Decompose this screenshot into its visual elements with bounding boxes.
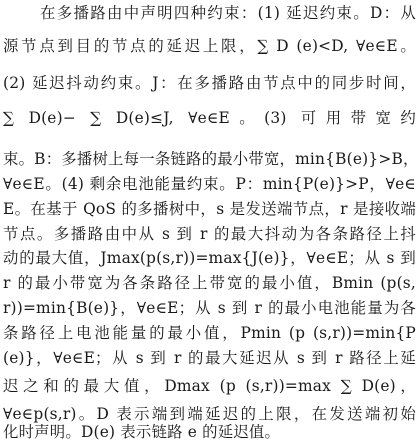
paragraph-line-5 — [3, 148, 419, 170]
paragraph-line-10 — [3, 272, 416, 294]
paragraph-line-12 — [3, 322, 416, 344]
line-6-text: ∀e∈E。(4) 剩余电池能量约束。P：min{P(e)}>P，∀e∈ — [3, 175, 416, 193]
paragraph-line-15 — [3, 403, 416, 425]
line-4-text: ∑ D(e)− ∑ D(e)≤J, ∀e∈E。(3) 可用带宽约 — [3, 109, 416, 127]
paragraph-line-4 — [3, 107, 416, 129]
line-14-text: 迟之和的最大值，Dmax (p (s,r))=max ∑ D(e)， — [3, 377, 416, 395]
line-11-text: r))=min{B(e)}，∀e∈E；从 s 到 r 的最小电池能量为各 — [3, 299, 416, 317]
line-1-text: 在多播路由中声明四种约束：(1) 延迟约束。D：从 — [40, 4, 416, 22]
line-3-text: (2) 延迟抖动约束。J：在多播路由节点中的同步时间， — [3, 74, 416, 92]
paragraph-line-11 — [3, 297, 416, 319]
line-15-text: ∀e∈p(s,r)。D 表示端到端延迟的上限，在发送端初始 — [3, 405, 416, 423]
line-2-text: 源节点到目的节点的延迟上限，∑ D (e)<D, ∀e∈E。 — [3, 37, 416, 55]
paragraph-line-8 — [3, 223, 416, 245]
line-12-text: 条路径上电池能量的最小值，Pmin (p (s,r))=min{P — [3, 324, 416, 342]
line-7-text: E。在基于 QoS 的多播树中，s 是发送端节点，r 是接收端 — [3, 200, 416, 218]
paragraph-line-6 — [3, 173, 416, 195]
paragraph-line-1 — [40, 2, 416, 24]
paragraph-line-13 — [3, 347, 416, 369]
paragraph-line-2 — [3, 35, 416, 57]
paragraph-line-14 — [3, 375, 416, 397]
line-16-text: 化时声明。D(e) 表示链路 e 的延迟值。 — [3, 423, 281, 441]
line-5-text: 束。B：多播树上每一条链路的最小带宽，min{B(e)}>B， — [3, 150, 419, 168]
paragraph-line-16 — [3, 425, 416, 440]
line-8-text: 节点。多播路由中从 s 到 r 的最大抖动为各条路径上抖 — [3, 225, 416, 243]
paragraph-line-7 — [3, 198, 416, 220]
line-13-text: (e)}，∀e∈E；从 s 到 r 的最大延迟从 s 到 r 路径上延 — [3, 349, 416, 367]
paragraph-line-9 — [3, 247, 416, 269]
line-9-text: 动的最大值，Jmax(p(s,r))=max{J(e)}，∀e∈E；从 s 到 — [3, 249, 416, 267]
paragraph-line-3 — [3, 72, 416, 94]
line-10-text: r 的最小带宽为各条路径上带宽的最小值，Bmin (p(s, — [3, 274, 416, 292]
